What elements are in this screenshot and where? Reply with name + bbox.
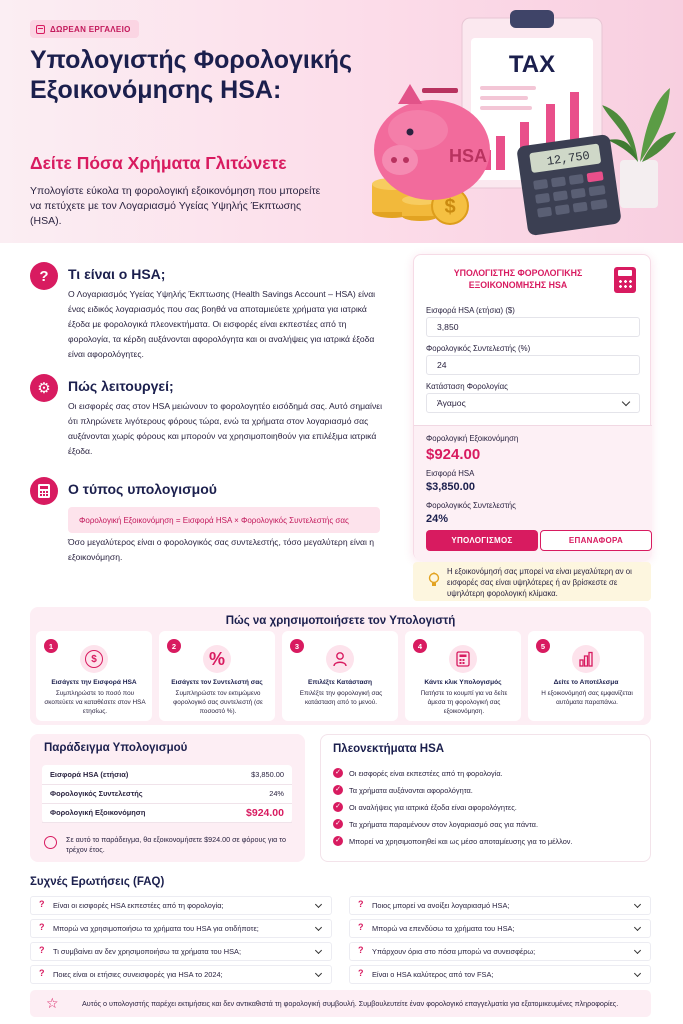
badge-label: ΔΩΡΕΑΝ ΕΡΓΑΛΕΙΟ <box>50 24 131 34</box>
tip-text: Η εξοικονόμησή σας μπορεί να είναι μεγαλύτερη αν οι εισφορές σας είναι υψηλότερες ή αν βρίσκεστε σε υψηλότερη φορολογική κλίμακα. <box>447 567 632 598</box>
calculate-button[interactable]: ΥΠΟΛΟΓΙΣΜΟΣ <box>426 530 538 551</box>
step-title: Εισάγετε την Εισφορά HSA <box>51 679 137 686</box>
how-to-use-section <box>30 607 651 725</box>
tax-rate-value: 24 <box>437 360 447 370</box>
chevron-down-icon <box>315 947 322 954</box>
benefits-section <box>320 734 651 862</box>
calculator-icon <box>614 267 636 293</box>
hero-description: Υπολογίστε εύκολα τη φορολογική εξοικονόμηση που μπορείτε να πετύχετε με τον Λογαριασμό Υγείας Υψηλής Έκπτωσης (HSA). <box>30 185 321 227</box>
step-title: Επιλέξτε Κατάσταση <box>307 679 373 686</box>
calculator-card <box>413 254 651 560</box>
question-mark-icon: ? <box>358 945 364 955</box>
filing-status-value: Άγαμος <box>437 398 466 408</box>
savings-label: Φορολογική Εξοικονόμηση <box>426 434 519 443</box>
tax-rate-input[interactable] <box>426 355 640 375</box>
calculator-icon <box>30 477 58 505</box>
dollar-icon: $ <box>80 645 108 673</box>
bar-chart-icon <box>572 645 600 673</box>
filing-status-label: Κατάσταση Φορολογίας <box>426 382 508 391</box>
faq-item[interactable] <box>349 965 651 984</box>
chevron-down-icon <box>315 970 322 977</box>
chevron-down-icon <box>634 970 641 977</box>
faq-question: Μπορώ να χρησιμοποιήσω τα χρήματα του HSA για οτιδήποτε; <box>53 924 259 933</box>
chevron-down-icon <box>634 901 641 908</box>
step-text: Πατήστε το κουμπί για να δείτε άμεσα τη φορολογική σας εξοικονόμηση. <box>420 690 508 715</box>
faq-question: Ποιος μπορεί να ανοίξει λογαριασμό HSA; <box>372 901 510 910</box>
svg-text:12,750: 12,750 <box>545 148 591 169</box>
example-note: Σε αυτό το παράδειγμα, θα εξοικονομήσετε $924.00 σε φόρους για το τρέχον έτος. <box>66 835 286 854</box>
step-number: 5 <box>536 639 550 653</box>
disclaimer-bar <box>30 990 651 1017</box>
benefits-title: Πλεονεκτήματα HSA <box>333 743 445 755</box>
faq-title: Συχνές Ερωτήσεις (FAQ) <box>30 876 165 888</box>
chevron-down-icon <box>315 924 322 931</box>
formula-text: Όσο μεγαλύτερος είναι ο φορολογικός σας συντελεστής, τόσο μεγαλύτερη είναι η εξοικονόμηση. <box>68 537 375 562</box>
benefit-item: ✓ Τα χρήματα παραμένουν στον λογαριασμό σας για πάντα. <box>333 820 538 829</box>
chevron-down-icon <box>315 901 322 908</box>
svg-text:HSA: HSA <box>448 146 488 166</box>
row-value: $924.00 <box>210 803 292 822</box>
what-is-section <box>30 262 390 357</box>
faq-question: Είναι οι εισφορές HSA εκπεστέες από τη φορολογία; <box>53 901 224 910</box>
tip-box <box>413 562 651 601</box>
table-row <box>42 765 292 784</box>
percent-icon: % <box>203 645 231 673</box>
faq-question: Ποιες είναι οι ετήσιες συνεισφορές για HSA το 2024; <box>53 970 223 979</box>
person-icon <box>326 645 354 673</box>
question-mark-icon: ? <box>39 968 45 978</box>
question-mark-icon: ? <box>39 922 45 932</box>
step-title: Δείτε το Αποτέλεσμα <box>553 679 619 686</box>
benefit-item: ✓ Οι αναλήψεις για ιατρικά έξοδα είναι αφορολόγητες. <box>333 803 517 812</box>
tax-rate-label: Φορολογικός Συντελεστής (%) <box>426 344 531 353</box>
svg-text:$: $ <box>444 196 456 218</box>
step-text: Συμπληρώστε τον εκτιμώμενο φορολογικό σας συντελεστή (σε ποσοστό %). <box>173 690 263 715</box>
example-table <box>42 765 292 823</box>
faq-question: Είναι ο HSA καλύτερος από τον FSA; <box>372 970 494 979</box>
star-icon: ☆ <box>46 995 59 1011</box>
how-it-works-section <box>30 374 390 458</box>
benefit-item: ✓ Τα χρήματα αυξάνονται αφορολόγητα. <box>333 786 473 795</box>
free-tool-badge <box>30 20 139 38</box>
rate-result-label: Φορολογικός Συντελεστής <box>426 501 516 510</box>
how-it-works-text: Οι εισφορές σας στον HSA μειώνουν το φορολογητέο εισόδημά σας. Αυτό σημαίνει ότι πληρώνετε λιγότερους φόρους τώρα, ενώ τα χρήματα στον λογαριασμό σας αυξάνονται χωρίς φόρους και μπορούν να χρησιμοποιηθούν για επιλέξιμα ιατρικά έξοδα. <box>68 401 382 456</box>
lightbulb-icon <box>427 572 441 588</box>
step-card <box>528 631 644 721</box>
reset-button[interactable]: ΕΠΑΝΑΦΟΡΑ <box>540 530 652 551</box>
faq-item[interactable] <box>30 942 332 961</box>
step-number: 1 <box>44 639 58 653</box>
example-section <box>30 734 305 862</box>
step-number: 3 <box>290 639 304 653</box>
what-is-text: Ο Λογαριασμός Υγείας Υψηλής Έκπτωσης (Health Savings Account – HSA) είναι ένας ειδικός λογαριασμός που σας βοηθά να αποταμιεύετε χρήματα για ιατρικά έξοδα με φορολογικά πλεονεκτήματα. Οι εισφορές είναι εκπεστέες από τη φορολογία, τα κέρδη αυξάνονται αφορολόγητα και οι αναλήψεις για ιατρικά έξοδα είναι αφορολόγητες. <box>68 289 376 359</box>
chevron-down-icon <box>634 947 641 954</box>
contribution-value: 3,850 <box>437 322 459 332</box>
step-card <box>159 631 275 721</box>
example-title: Παράδειγμα Υπολογισμού <box>44 742 188 754</box>
contribution-result-label: Εισφορά HSA <box>426 469 475 478</box>
benefit-item: ✓ Οι εισφορές είναι εκπεστέες από τη φορολογία. <box>333 769 503 778</box>
step-title: Κάντε κλικ Υπολογισμός <box>424 679 502 686</box>
question-mark-icon: ? <box>358 968 364 978</box>
table-row <box>42 803 292 822</box>
question-icon: ? <box>30 262 58 290</box>
how-to-use-title: Πώς να χρησιμοποιήσετε τον Υπολογιστή <box>225 615 456 627</box>
calendar-icon <box>36 25 45 34</box>
contribution-result-value: $3,850.00 <box>426 481 475 493</box>
formula-box: Φορολογική Εξοικονόμηση = Εισφορά HSA × Φορολογικός Συντελεστής σας <box>68 507 380 533</box>
step-number: 2 <box>167 639 181 653</box>
step-card <box>405 631 521 721</box>
step-text: Επιλέξτε την φορολογική σας κατάσταση από το μενού. <box>299 690 383 706</box>
hero-illustration <box>370 0 683 243</box>
faq-item[interactable] <box>349 896 651 915</box>
calculator-icon <box>516 134 622 236</box>
calculator-icon <box>449 645 477 673</box>
benefit-item: ✓ Μπορεί να χρησιμοποιηθεί και ως μέσο αποταμίευσης για το μέλλον. <box>333 837 573 846</box>
faq-question: Τι συμβαίνει αν δεν χρησιμοποιήσω τα χρήματα του HSA; <box>53 947 242 956</box>
rate-result-value: 24% <box>426 513 449 525</box>
step-title: Εισάγετε τον Συντελεστή σας <box>171 679 263 686</box>
row-label: Φορολογικός Συντελεστής <box>42 784 210 803</box>
filing-status-select[interactable] <box>426 393 640 413</box>
row-label: Εισφορά HSA (ετήσια) <box>42 765 210 784</box>
question-mark-icon: ? <box>39 945 45 955</box>
step-text: Η εξοικονόμησή σας εμφανίζεται αυτόματα παραπάνω. <box>541 690 633 706</box>
calculator-title: ΥΠΟΛΟΓΙΣΤΗΣ ΦΟΡΟΛΟΓΙΚΗΣ ΕΞΟΙΚΟΝΟΜΗΣΗΣ HSA <box>453 268 583 290</box>
faq-item[interactable] <box>30 965 332 984</box>
row-value: 24% <box>210 784 292 803</box>
savings-value: $924.00 <box>426 446 481 463</box>
hero-section <box>0 0 683 243</box>
formula-section <box>30 477 390 572</box>
contribution-label: Εισφορά HSA (ετήσια) ($) <box>426 306 515 315</box>
faq-item[interactable] <box>349 919 651 938</box>
faq-question: Υπάρχουν όρια στο πόσα μπορώ να συνεισφέρω; <box>372 947 536 956</box>
row-label: Φορολογική Εξοικονόμηση <box>42 803 210 822</box>
step-card <box>282 631 398 721</box>
question-mark-icon: ? <box>358 922 364 932</box>
faq-item[interactable] <box>30 896 332 915</box>
page-title: Υπολογιστής Φορολογικής Εξοικονόμησης HSA: <box>30 46 353 104</box>
row-value: $3,850.00 <box>210 765 292 784</box>
step-number: 4 <box>413 639 427 653</box>
faq-question: Μπορώ να επενδύσω τα χρήματα του HSA; <box>372 924 515 933</box>
how-it-works-title: Πώς λειτουργεί; <box>68 378 174 394</box>
step-card <box>36 631 152 721</box>
question-mark-icon: ? <box>358 899 364 909</box>
gear-icon: ⚙ <box>30 374 58 402</box>
formula-title: Ο τύπος υπολογισμού <box>68 481 217 497</box>
faq-item[interactable] <box>30 919 332 938</box>
chevron-down-icon <box>634 924 641 931</box>
svg-text:TAX: TAX <box>508 51 556 78</box>
table-row <box>42 784 292 803</box>
chevron-down-icon <box>622 398 630 406</box>
faq-item[interactable] <box>349 942 651 961</box>
step-text: Συμπληρώστε το ποσό που σκοπεύετε να καταθέσετε στον HSA ετησίως. <box>44 690 146 715</box>
what-is-title: Τι είναι ο HSA; <box>68 266 166 282</box>
question-mark-icon: ? <box>39 899 45 909</box>
contribution-input[interactable] <box>426 317 640 337</box>
page-subtitle: Δείτε Πόσα Χρήματα Γλιτώνετε <box>30 153 287 173</box>
disclaimer-text: Αυτός ο υπολογιστής παρέχει εκτιμήσεις και δεν αντικαθιστά τη φορολογική συμβουλή. Συμβουλευτείτε έναν φορολογικό επαγγελματία για εξατομικευμένες πληροφορίες. <box>82 999 619 1008</box>
